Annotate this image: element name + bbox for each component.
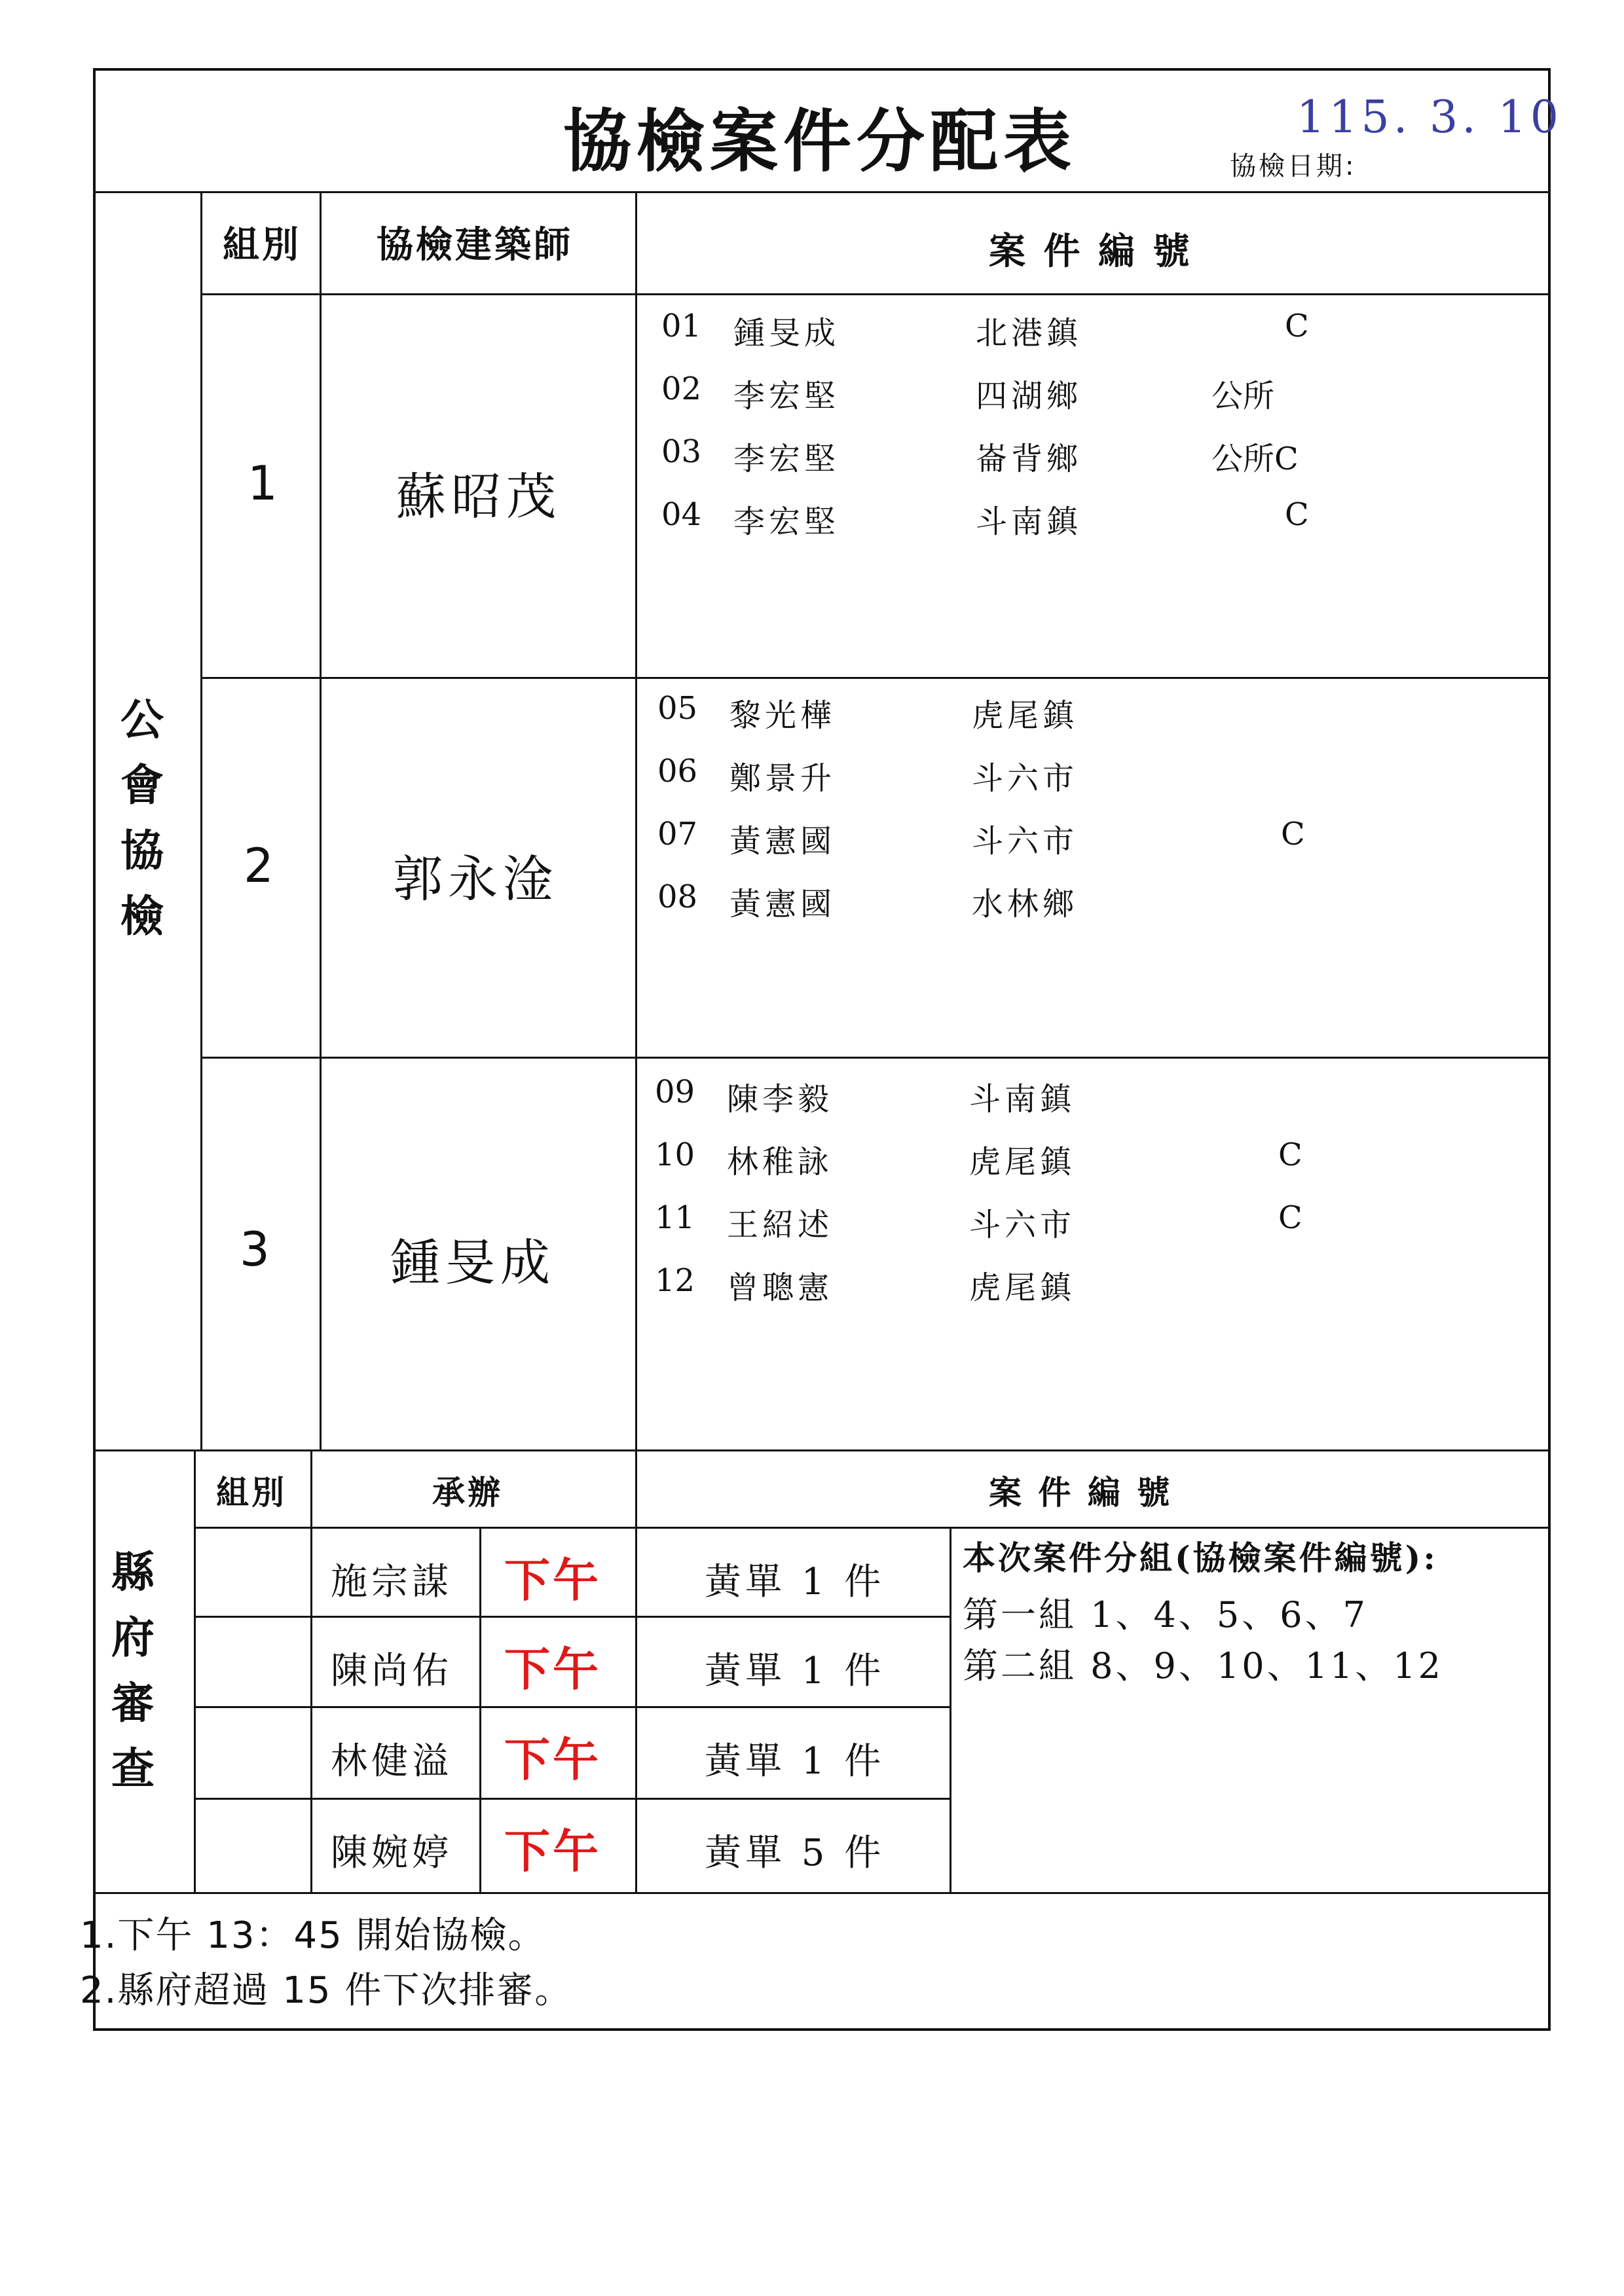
case-count: 黃單 1 件	[705, 1561, 885, 1603]
county-row-divider	[194, 1798, 950, 1800]
county-header-group: 組別	[216, 1474, 287, 1512]
title-divider	[93, 191, 1551, 193]
grouping-line: 第二組 8、9、10、11、12	[963, 1645, 1444, 1686]
grouping-line: 第一組 1、4、5、6、7	[963, 1594, 1368, 1635]
handler-name: 陳婉婷	[331, 1832, 452, 1874]
session-badge: 下午	[504, 1733, 601, 1787]
county-group-line	[310, 1449, 312, 1892]
county-header-divider	[194, 1527, 1551, 1529]
county-side-line	[194, 1449, 196, 1892]
handler-name: 陳尚佑	[331, 1650, 452, 1692]
architect-name: 郭永淦	[393, 850, 558, 908]
group-divider	[200, 1057, 1551, 1059]
county-grouping-line	[950, 1527, 951, 1892]
county-header-cases: 案 件 編 號	[989, 1474, 1173, 1512]
group-number: 1	[248, 456, 278, 511]
document-page: 協檢案件分配表 115. 3. 10 協檢日期: 組別 協檢建築師 案 件 編 號 公 會 協 檢 1 蘇昭茂 01 鍾旻成 北港鎮 C 02 李宏堅 四湖鄉 公所 03 李宏堅 崙背鄉 公所C 04 李宏堅 斗南鎮 C 2 郭永淦 05 黎光樺 虎尾鎮 06 鄭景升 斗六市 07 黃憲國 斗六市 C 08 黃憲國 水林鄉 3 鍾旻成 09 陳李毅 斗南鎮 10 林稚詠 虎尾鎮 C 11 王紹述 斗六市 C 12 曾聰憲 虎尾鎮 縣 府 審 查 組別 承辦 案 件 編 號 施宗謀 下午 黃單 1 件 陳尚佑 下午 黃單 1 件 林健溢 下午 黃單 1 件 陳婉婷 下午 黃單 5 件 本次案件分組(協檢案件編號): 第一組 1、4、5、6、7 第二組 8、9、10、11、12 1.下午 13：45 開始協檢。 2.縣府超過 15 件下次排審。	[0, 0, 1624, 2296]
county-session-line	[479, 1527, 481, 1892]
group-column-line	[320, 191, 322, 1449]
group-divider	[200, 677, 1551, 679]
date-stamp: 115. 3. 10	[1297, 92, 1563, 143]
session-badge: 下午	[504, 1825, 601, 1878]
grouping-title: 本次案件分組(協檢案件編號):	[963, 1539, 1438, 1577]
date-label: 協檢日期:	[1230, 151, 1357, 181]
county-row-divider	[194, 1616, 950, 1618]
county-header-handler: 承辦	[432, 1474, 503, 1512]
header-group: 組別	[223, 224, 301, 266]
handler-name: 林健溢	[331, 1740, 452, 1783]
session-badge: 下午	[504, 1643, 601, 1696]
page-title: 協檢案件分配表	[563, 101, 1077, 181]
architect-name: 蘇昭茂	[396, 467, 561, 526]
county-side-label: 縣 府 審 查	[111, 1547, 155, 1794]
header-architect: 協檢建築師	[377, 224, 573, 266]
case-count: 黃單 1 件	[705, 1650, 885, 1692]
county-row-divider	[194, 1706, 950, 1708]
side-column-line	[200, 191, 202, 1449]
notes-divider	[93, 1892, 1551, 1894]
guild-side-label: 公 會 協 檢	[120, 695, 164, 941]
group-number: 2	[244, 838, 274, 893]
group-number: 3	[240, 1222, 270, 1277]
note-line: 1.下午 13：45 開始協檢。	[80, 1914, 546, 1957]
architect-name: 鍾旻成	[390, 1233, 555, 1292]
note-line: 2.縣府超過 15 件下次排審。	[80, 1969, 573, 2012]
handler-name: 施宗謀	[331, 1561, 452, 1603]
header-cases: 案 件 編 號	[989, 230, 1192, 273]
header-divider	[200, 293, 1551, 295]
case-count: 黃單 5 件	[705, 1832, 885, 1874]
architect-column-line	[635, 191, 637, 1892]
session-badge: 下午	[504, 1554, 601, 1607]
case-count: 黃單 1 件	[705, 1740, 885, 1783]
